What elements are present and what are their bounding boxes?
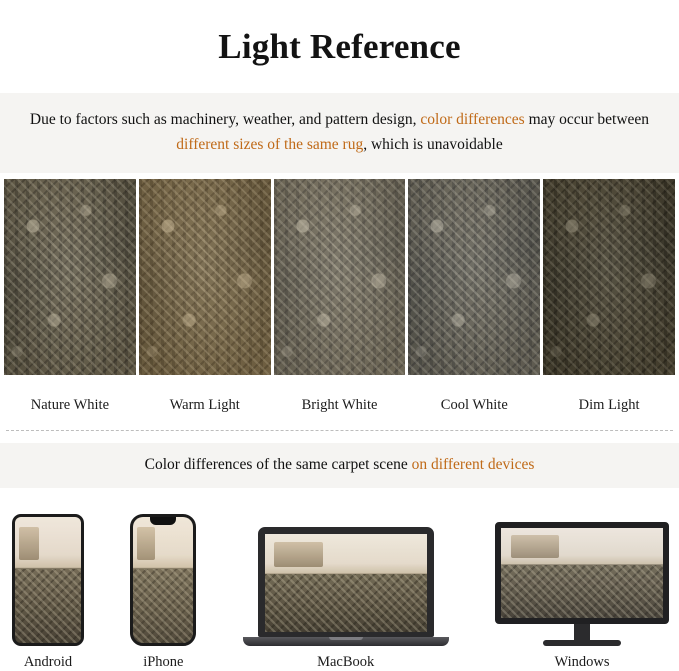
light-swatch-row [0, 173, 679, 424]
rug-swatch-image [274, 179, 406, 375]
device-android [12, 514, 84, 671]
macbook-base [243, 637, 449, 646]
device-windows [495, 522, 669, 671]
device-tint-overlay [15, 517, 81, 643]
light-tint-overlay [4, 179, 136, 375]
rug-swatch-image [408, 179, 540, 375]
light-swatch-dim-light [543, 179, 675, 424]
notice-text-part-2: may occur between [524, 110, 650, 128]
light-swatch-bright-white [274, 179, 406, 424]
notice-highlight-different-sizes: different sizes of the same rug [176, 135, 364, 153]
device-label: Windows [554, 653, 610, 670]
device-tint-overlay [265, 534, 427, 632]
device-label: Android [23, 653, 73, 670]
iphone-frame [130, 514, 196, 646]
macbook-frame [243, 527, 449, 646]
windows-screen-content [501, 528, 663, 618]
android-phone-frame [12, 514, 84, 646]
light-swatch-warm-light [139, 179, 271, 424]
light-swatch-label: Cool White [440, 396, 508, 413]
windows-monitor-frame [495, 522, 669, 646]
android-screen-image [15, 517, 81, 643]
device-tint-overlay [133, 517, 193, 643]
light-tint-overlay [408, 179, 540, 375]
device-iphone [130, 514, 196, 671]
iphone-notch [150, 517, 176, 525]
light-swatch-cool-white [408, 179, 540, 424]
light-swatch-label: Bright White [301, 396, 378, 413]
windows-screen-image [495, 522, 669, 624]
light-swatch-label: Dim Light [578, 396, 640, 413]
light-swatch-label: Warm Light [169, 396, 240, 413]
page-title: Light Reference [218, 27, 461, 67]
notice-text-part-1: Due to factors such as machinery, weather, and pattern design, [29, 110, 421, 128]
device-notice-text: Color differences of the same carpet scene [144, 455, 412, 473]
rug-swatch-image [139, 179, 271, 375]
macbook-screen-content [265, 534, 427, 632]
color-difference-notice [0, 93, 679, 173]
rug-swatch-image [543, 179, 675, 375]
monitor-neck [574, 624, 590, 640]
notice-highlight-color-differences: color differences [420, 110, 525, 128]
light-tint-overlay [139, 179, 271, 375]
device-tint-overlay [501, 528, 663, 618]
macbook-screen-image [258, 527, 434, 637]
device-row [0, 488, 679, 671]
device-notice-highlight: on different devices [411, 455, 535, 473]
iphone-screen-image [133, 517, 193, 643]
rug-swatch-image [4, 179, 136, 375]
device-label: MacBook [317, 653, 375, 670]
device-difference-notice [0, 443, 679, 488]
monitor-foot [543, 640, 621, 646]
light-tint-overlay [543, 179, 675, 375]
section-divider [6, 430, 673, 431]
light-tint-overlay [274, 179, 406, 375]
light-swatch-label: Nature White [30, 396, 110, 413]
light-swatch-nature-white [4, 179, 136, 424]
notice-text-part-3: , which is unavoidable [363, 135, 503, 153]
device-label: iPhone [143, 653, 184, 670]
device-macbook [243, 527, 449, 671]
light-reference-page [0, 23, 679, 670]
